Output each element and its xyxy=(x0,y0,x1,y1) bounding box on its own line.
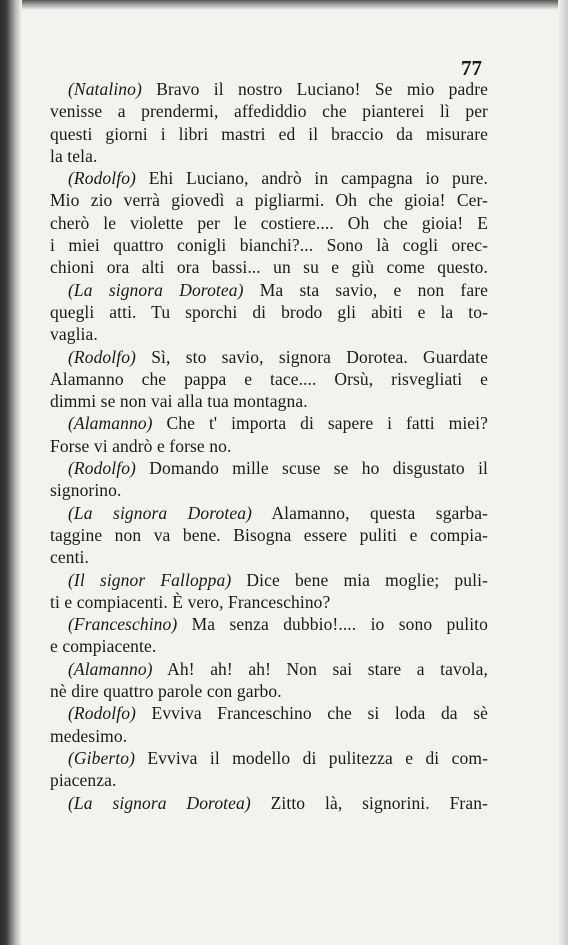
text-line xyxy=(50,725,488,747)
line-text: piacenza. xyxy=(50,770,117,791)
line-text: Che t' importa di sapere i fatti miei? xyxy=(152,413,488,434)
text-line xyxy=(50,301,488,323)
line-text: Alamanno che pappa e tace.... Orsù, risvegliati e xyxy=(50,368,488,389)
line-text: Ma senza dubbio!.... io sono pulito xyxy=(177,614,488,635)
page-number: 77 xyxy=(461,56,482,80)
text-line xyxy=(50,189,488,211)
text-line xyxy=(50,212,488,234)
speaker-name: (Rodolfo) xyxy=(68,703,136,724)
page-right-edge xyxy=(558,0,568,945)
line-text: ti e compiacenti. È vero, Franceschino? xyxy=(50,591,331,612)
text-line xyxy=(50,234,488,256)
line-text: Sì, sto savio, signora Dorotea. Guardate xyxy=(135,346,488,367)
text-line xyxy=(50,635,488,657)
speaker-name: (Rodolfo) xyxy=(68,346,136,367)
text-line xyxy=(50,167,488,189)
text-line xyxy=(50,435,488,457)
line-text: dimmi se non vai alla tua montagna. xyxy=(50,391,308,412)
text-line xyxy=(50,346,488,368)
text-line xyxy=(50,412,488,434)
line-text: i miei quattro conigli bianchi?... Sono là cogli orec- xyxy=(50,235,488,256)
text-line xyxy=(50,569,488,591)
text-line xyxy=(50,591,488,613)
line-text: questi giorni i libri mastri ed il braccio da misurare xyxy=(50,123,488,144)
text-line xyxy=(50,658,488,680)
text-line xyxy=(50,145,488,167)
line-text: Bravo il nostro Luciano! Se mio padre xyxy=(141,79,488,99)
text-line xyxy=(50,457,488,479)
text-line xyxy=(50,323,488,345)
speaker-name: (Rodolfo) xyxy=(68,168,136,189)
text-line xyxy=(50,680,488,702)
line-text: medesimo. xyxy=(50,725,128,746)
text-line xyxy=(50,279,488,301)
speaker-name: (La signora Dorotea) xyxy=(68,279,244,300)
line-text: Ah! ah! ah! Non sai stare a tavola, xyxy=(152,658,488,679)
line-text: Zitto là, signorini. Fran- xyxy=(250,792,488,813)
speaker-name: (Franceschino) xyxy=(68,614,178,635)
text-line xyxy=(50,368,488,390)
speaker-name: (La signora Dorotea) xyxy=(68,502,252,523)
line-text: centi. xyxy=(50,547,89,568)
line-text: quegli atti. Tu sporchi di brodo gli abiti e la to- xyxy=(50,301,488,322)
text-line xyxy=(50,792,488,814)
text-line xyxy=(50,747,488,769)
text-line xyxy=(50,524,488,546)
speaker-name: (Alamanno) xyxy=(68,658,153,679)
text-line xyxy=(50,256,488,278)
line-text: venisse a prendermi, affediddio che pianterei lì per xyxy=(50,101,488,122)
speaker-name: (Il signor Falloppa) xyxy=(68,569,232,590)
book-spine-shadow xyxy=(0,0,22,945)
page-top-edge xyxy=(0,0,568,10)
text-line xyxy=(50,390,488,412)
line-text: Forse vi andrò e forse no. xyxy=(50,435,232,456)
line-text: Mio zio verrà giovedì a pigliarmi. Oh che gioia! Cer- xyxy=(50,190,488,211)
text-line xyxy=(50,78,488,100)
line-text: Domando mille scuse se ho disgustato il xyxy=(135,458,488,479)
speaker-name: (La signora Dorotea) xyxy=(68,792,251,813)
speaker-name: (Rodolfo) xyxy=(68,458,136,479)
line-text: signorino. xyxy=(50,480,122,501)
line-text: e compiacente. xyxy=(50,636,157,657)
line-text: Ehi Luciano, andrò in campagna io pure. xyxy=(135,168,488,189)
line-text: Evviva il modello di pulitezza e di com- xyxy=(135,747,488,768)
text-line xyxy=(50,702,488,724)
speaker-name: (Giberto) xyxy=(68,747,135,768)
line-text: la tela. xyxy=(50,145,98,166)
text-line xyxy=(50,123,488,145)
line-text: cherò le violette per le costiere.... Oh che gioia! E xyxy=(50,212,488,233)
text-line xyxy=(50,502,488,524)
line-text: Evviva Franceschino che si loda da sè xyxy=(135,703,488,724)
line-text: Ma sta savio, e non fare xyxy=(243,279,488,300)
text-line xyxy=(50,769,488,791)
line-text: nè dire quattro parole con garbo. xyxy=(50,681,282,702)
line-text: chioni ora alti ora bassi... un su e giù come questo. xyxy=(50,257,488,278)
dialogue-text xyxy=(50,78,488,814)
text-line xyxy=(50,100,488,122)
text-line xyxy=(50,613,488,635)
speaker-name: (Natalino) xyxy=(68,79,142,99)
line-text: Dice bene mia moglie; puli- xyxy=(231,569,488,590)
text-line xyxy=(50,479,488,501)
text-line xyxy=(50,546,488,568)
line-text: taggine non va bene. Bisogna essere puliti e compia- xyxy=(50,524,488,545)
line-text: vaglia. xyxy=(50,324,98,345)
speaker-name: (Alamanno) xyxy=(68,413,153,434)
line-text: Alamanno, questa sgarba- xyxy=(251,502,488,523)
